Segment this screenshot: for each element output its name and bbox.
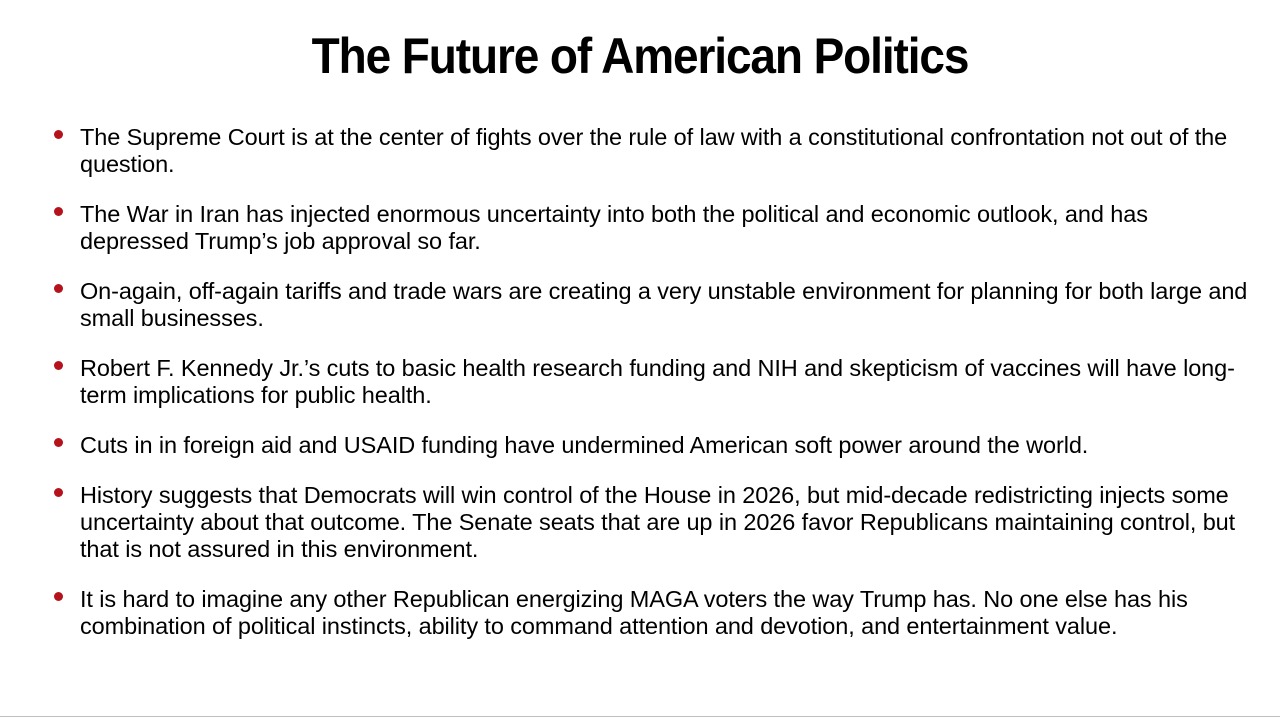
bullet-text: It is hard to imagine any other Republican energizing MAGA voters the way Trump has. No one else has his combination of political instincts, ability to command attention and devotion, and entertainment value.: [80, 586, 1188, 639]
bullet-text: History suggests that Democrats will win control of the House in 2026, but mid-decade redistricting injects some uncertainty about that outcome. The Senate seats that are up in 2026 favor Republicans maintaining control, but that is not assured in this environment.: [80, 482, 1236, 562]
bullet-dot-icon: [54, 130, 63, 139]
bullet-dot-icon: [54, 438, 63, 447]
bullet-item: [54, 432, 1254, 459]
bullet-item: [54, 482, 1254, 563]
bullet-dot-icon: [54, 488, 63, 497]
slide-title: The Future of American Politics: [311, 28, 969, 84]
bullet-text: Cuts in in foreign aid and USAID funding have undermined American soft power around the world.: [80, 432, 1089, 458]
bullet-dot-icon: [54, 207, 63, 216]
bullet-item: [54, 586, 1254, 640]
bottom-divider: [0, 716, 1280, 717]
bullet-item: [54, 124, 1254, 178]
bullet-dot-icon: [54, 284, 63, 293]
bullet-text: Robert F. Kennedy Jr.’s cuts to basic health research funding and NIH and skepticism of vaccines will have long-term implications for public health.: [80, 355, 1235, 408]
bullet-item: [54, 201, 1254, 255]
bullet-text: The War in Iran has injected enormous uncertainty into both the political and economic outlook, and has depressed Trump’s job approval so far.: [80, 201, 1148, 254]
bullet-dot-icon: [54, 592, 63, 601]
bullet-text: On-again, off-again tariffs and trade wars are creating a very unstable environment for planning for both large and small businesses.: [80, 278, 1248, 331]
bullet-item: [54, 278, 1254, 332]
bullet-item: [54, 355, 1254, 409]
bullet-list: [54, 124, 1254, 663]
bullet-text: The Supreme Court is at the center of fights over the rule of law with a constitutional confrontation not out of the question.: [80, 124, 1228, 177]
bullet-dot-icon: [54, 361, 63, 370]
